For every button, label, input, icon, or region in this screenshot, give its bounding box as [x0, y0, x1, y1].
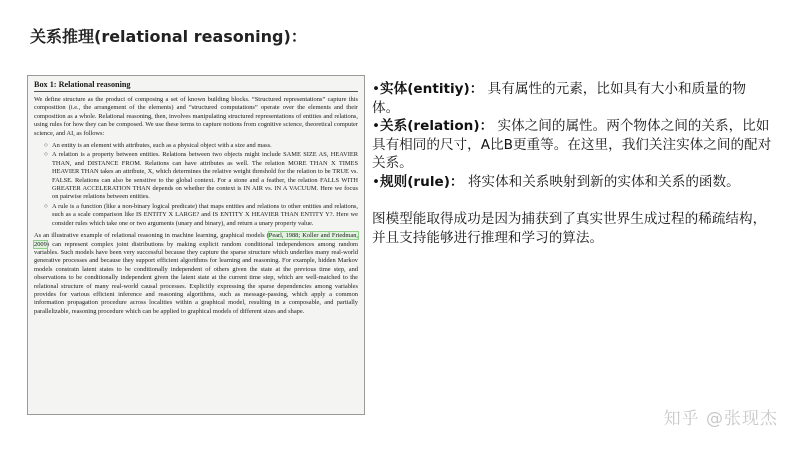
- bullet-marker: •: [372, 173, 381, 190]
- paper-intro-paragraph: We define structure as the product of composing a set of known building blocks. “Structured representations” capture this composition (i.e., the arrangement of the elements) and “structured computations” operate over the elements and their composition as a whole. Relational reasoning, then, involves manipulating structured representations of entities and relations, using rules for how they can be composed. We use these terms to capture notions from cognitive science, theoretical computer science, and AI, as follows:: [34, 96, 358, 137]
- paper-definition-relation: [44, 151, 358, 201]
- paper-example-text-pre: As an illustrative example of relational reasoning in machine learning, graphical models (: [34, 232, 269, 240]
- bullet-description: 具有属性的元素，比如具有大小和质量的物体。: [372, 81, 746, 116]
- bullet-rule: [372, 173, 772, 192]
- paper-definition-text: A relation is a property between entities. Relations between two objects might include SAME SIZE AS, HEAVIER THAN, and DISTANCE FROM. Relations can have attributes as well. The relation MORE THAN X TIMES HEAVIER THAN takes an attribute, X, which determines the relative weight threshold for the relation to be TRUE vs. FALSE. Relations can also be sensitive to the global context. For a stone and a feather, the relation FALLS WITH GREATER ACCELERATION THAN depends on whether the context is IN AIR vs. IN A VACUUM. Here we focus on pairwise relations between entities.: [52, 151, 358, 201]
- paper-definition-entity: [44, 142, 358, 150]
- paper-definition-text: A rule is a function (like a non-binary logical predicate) that maps entities and relations to other entities and relations, such as a scale comparison like IS ENTITY X LARGE? and IS ENTITY X HEAVIER THAN ENTITY Y?. Here we consider rules which take one or two arguments (unary and binary), and return a unary property value.: [52, 202, 358, 227]
- paper-definition-list: [34, 142, 358, 228]
- paper-box-heading: Box 1: Relational reasoning: [34, 80, 358, 92]
- list-bullet-icon: ○: [44, 202, 48, 210]
- bullet-term: 关系(relation)：: [380, 118, 494, 134]
- bullet-description: 将实体和关系映射到新的实体和关系的函数。: [463, 173, 740, 190]
- list-bullet-icon: ○: [44, 151, 48, 159]
- bullet-relation: [372, 117, 772, 173]
- summary-paragraph: 图模型能取得成功是因为捕获到了真实世界生成过程的稀疏结构，并且支持能够进行推理和学习的算法。: [372, 211, 767, 246]
- list-bullet-icon: ○: [44, 142, 48, 150]
- zhihu-watermark: 知乎 @张现杰: [663, 409, 778, 429]
- definition-bullets: [372, 80, 772, 191]
- paper-example-text-post: ) can represent complex joint distributions by making explicit random conditional independences among random variables. Such models have been very successful because they capture the sparse structure which underlies many real-world generative processes and because they support efficient algorithms for learning and reasoning. For example, hidden Markov models constrain latent states to be conditionally independent of others given the state at the previous time step, and observations to be conditionally independent given the latent state at the current time step, which are well-matched to the relational structure of many real-world causal processes. Explicitly expressing the sparse dependencies among variables provides for various efficient inference and reasoning algorithms, such as message-passing, which apply a common information propagation procedure across localities within a graphical model, resulting in a composable, and partially parallelizable, reasoning procedure which can be applied to graphical models of different sizes and shape.: [34, 240, 358, 315]
- bullet-term: 规则(rule)：: [380, 173, 464, 190]
- citation-link[interactable]: Pearl, 1988; Koller and Friedman, 2009: [34, 232, 358, 248]
- slide-title: 关系推理(relational reasoning)：: [30, 27, 307, 46]
- bullet-term: 实体(entitiy)：: [380, 81, 484, 97]
- bullet-entity: [372, 80, 772, 117]
- bullet-marker: •: [372, 118, 381, 134]
- paper-definition-rule: [44, 203, 358, 228]
- paper-definition-text: An entity is an element with attributes, such as a physical object with a size and mass.: [52, 142, 272, 150]
- bullet-description: 实体之间的属性。两个物体之间的关系，比如具有相同的尺寸，A比B更重等。在这里，我们关注实体之间的配对关系。: [372, 118, 772, 171]
- bullet-marker: •: [372, 81, 381, 97]
- paper-example-paragraph: [34, 232, 358, 316]
- paper-excerpt-box: [27, 75, 365, 415]
